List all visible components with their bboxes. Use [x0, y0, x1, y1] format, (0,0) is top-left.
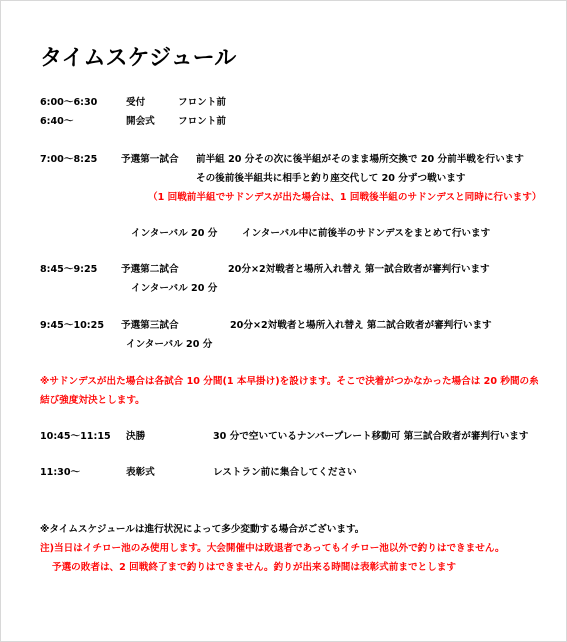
event-qualifier-1: 予選第一試合	[121, 154, 179, 165]
time-award-ceremony: 11:30～	[40, 467, 81, 478]
footer-note-1: 注)当日はイチロー池のみ使用します。大会開催中は敗退者であってもイチロー池以外で釣りはできません。	[40, 543, 505, 554]
time-reception: 6:00～6:30	[40, 97, 98, 108]
detail-qualifier-1-line2: その後前後半組共に相手と釣り座交代して 20 分ずつ戦います	[196, 173, 466, 184]
detail-qualifier-3: 20分×2対戦者と場所入れ替え 第二試合敗者が審判行います	[230, 320, 492, 331]
page-title: タイムスケジュール	[40, 46, 237, 71]
interval-note-qualifier-1: インターバル中に前後半のサドンデスをまとめて行います	[242, 228, 491, 239]
event-opening-ceremony: 開会式	[126, 116, 155, 127]
schedule-change-note: ※タイムスケジュールは進行状況によって多少変動する場合がございます。	[40, 524, 365, 535]
time-opening-ceremony: 6:40～	[40, 116, 74, 127]
detail-final: 30 分で空いているナンバープレート移動可 第三試合敗者が審判行います	[213, 431, 529, 442]
event-reception: 受付	[126, 97, 146, 108]
detail-qualifier-2: 20分×2対戦者と場所入れ替え 第一試合敗者が審判行います	[228, 264, 490, 275]
time-qualifier-1: 7:00～8:25	[40, 154, 98, 165]
detail-qualifier-1: 前半組 20 分その次に後半組がそのまま場所交換で 20 分前半戦を行います	[196, 154, 524, 165]
event-final: 決勝	[126, 431, 146, 442]
time-final: 10:45～11:15	[40, 431, 111, 442]
interval-qualifier-1: インターバル 20 分	[131, 228, 218, 239]
time-qualifier-3: 9:45～10:25	[40, 320, 104, 331]
sudden-death-notice-line2: 結び強度対決とします。	[40, 395, 145, 406]
location-opening-ceremony: フロント前	[178, 116, 226, 127]
interval-qualifier-2: インターバル 20 分	[131, 283, 218, 294]
sudden-death-notice-line1: ※サドンデスが出た場合は各試合 10 分間(1 本早掛け)を設けます。そこで決着がつかなかった場合は 20 秒間の糸	[40, 376, 539, 387]
event-qualifier-3: 予選第三試合	[121, 320, 179, 331]
event-award-ceremony: 表彰式	[126, 467, 155, 478]
location-reception: フロント前	[178, 97, 226, 108]
time-qualifier-2: 8:45～9:25	[40, 264, 98, 275]
event-qualifier-2: 予選第二試合	[121, 264, 179, 275]
note-qualifier-1-sudden-death: （1 回戦前半組でサドンデスが出た場合は、1 回戦後半組のサドンデスと同時に行います）	[148, 192, 542, 203]
interval-qualifier-3: インターバル 20 分	[126, 339, 213, 350]
footer-note-2: 予選の敗者は、2 回戦終了まで釣りはできません。釣りが出来る時間は表彰式前までとします	[52, 562, 456, 573]
detail-award-ceremony: レストラン前に集合してください	[213, 467, 357, 478]
